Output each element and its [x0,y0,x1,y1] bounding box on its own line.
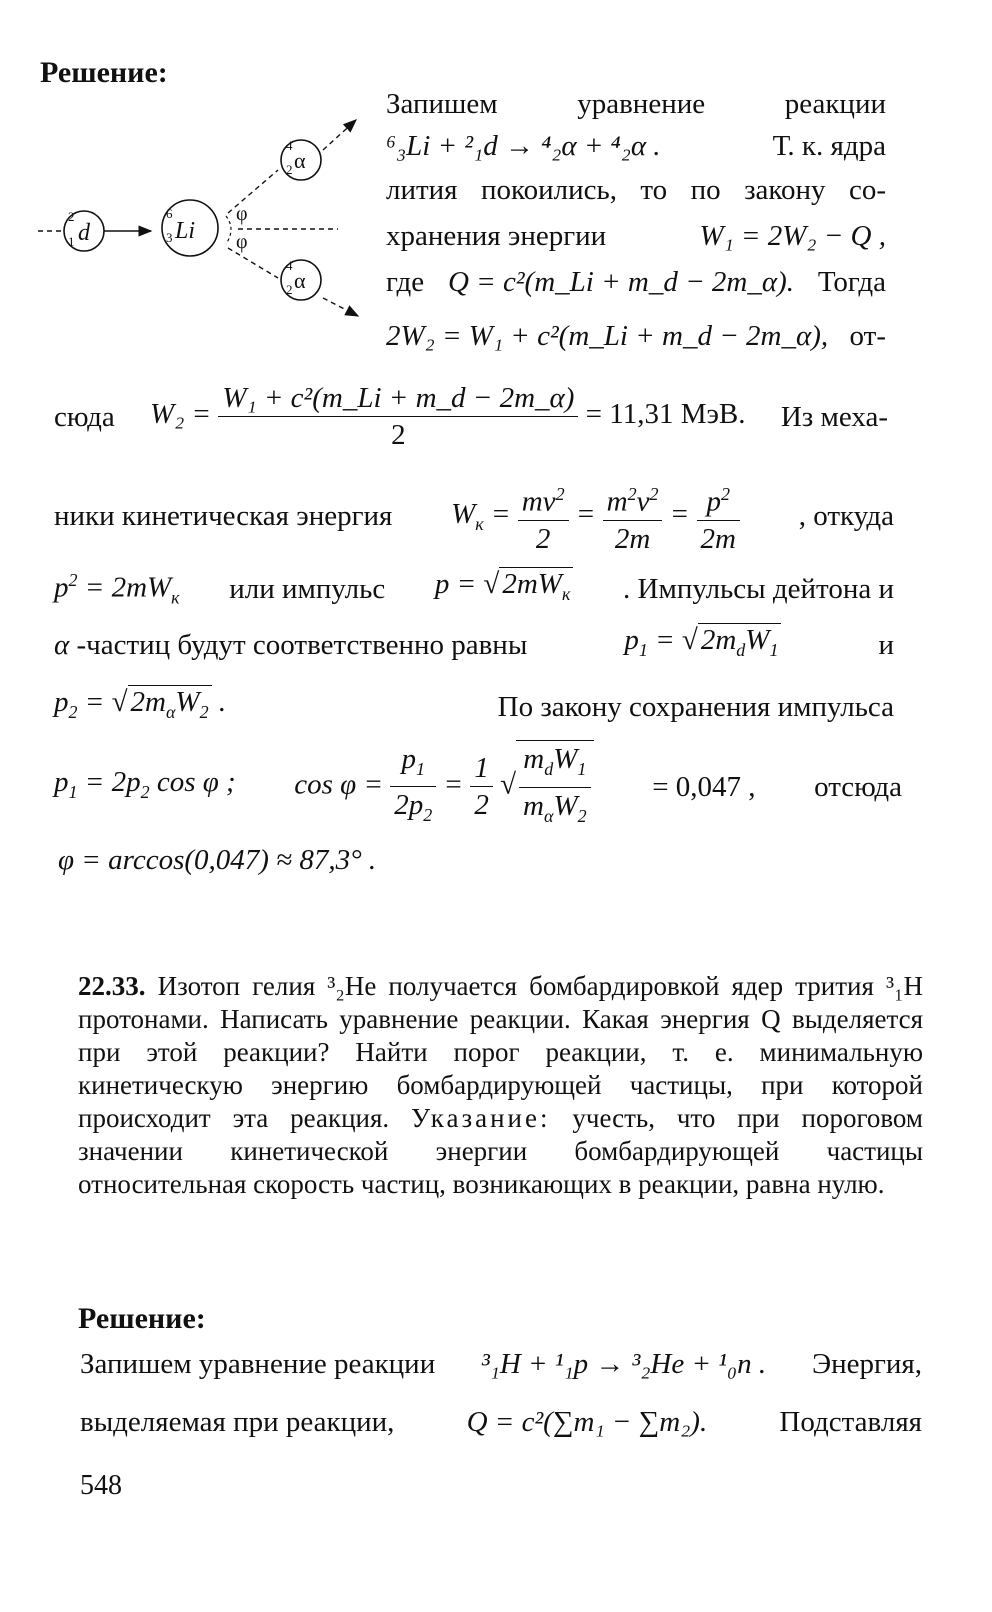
upper-out-arrow [323,120,356,150]
impulse-text: . Импульсы дейтона и [623,572,894,605]
lithium-charge-number: 3 [166,230,173,245]
alpha-impulse-line [54,622,894,668]
deuteron-charge-number: 1 [68,234,75,249]
angle-arc [226,216,231,244]
po-zakonu-text: По закону сохранения импульса [497,690,894,723]
problem-number: 22.33. [78,971,146,1001]
ot-text: от- [849,320,886,352]
q-line [386,264,886,300]
iz-meha-text: Из меха- [780,400,888,433]
energy-equation: W₁ = 2W₂ − Q , [699,220,886,252]
reaction-2-equation: ³₁H + ¹₁p → ³₂He + ¹₀n . [481,1348,767,1380]
q2-label: выделяемая при реакции, [80,1406,395,1438]
reaction-2-label: Запишем уравнение реакции [80,1348,436,1380]
w2-numerator: W₁ + c²(m_Li + m_d − 2m_α) [218,380,578,417]
alpha-symbol: α [54,628,70,661]
cos-line [54,740,902,834]
momentum-conservation-line [54,684,894,730]
kinetic-energy-line [54,476,894,557]
q2-line [80,1404,922,1440]
substituting-text: Подставляя [779,1406,922,1438]
intro-line-1: Запишем уравнение реакции [386,88,886,120]
and-text: и [878,628,894,661]
w2-result-line [54,380,888,453]
p1-formula: $p_1$ = √ $2m_dW_1$ [624,622,781,668]
w2-fraction [218,380,578,453]
hint-text: учесть, что при пороговом значении кинетической энергии бомбардирующей частицы относительная скорость частиц, возникающих в реакции, равна нулю. [78,1103,923,1199]
p2-formula: $p_2$ = √ $2m_\alpha W_2$ . [54,686,227,722]
hint-label: Указание: [411,1103,551,1133]
w2-value: = 11,31 МэВ. [585,398,746,431]
energy-label: хранения энергии [386,220,607,252]
w2-line [386,318,886,354]
kinetic-formula: $W_к$ = $\frac{mv^2}{2}$ = $\frac{m^2v^2}{2m}$ = $\frac{p^2}{2m}$ [451,476,740,557]
reaction-2-line [80,1346,922,1382]
tk-text: Т. к. ядра [772,130,886,162]
niki-text: ники кинетическая энергия [54,500,393,533]
problem-22-33 [78,970,923,1201]
solution-heading: Решение: [40,56,168,89]
lower-out-arrow [323,298,358,316]
syuda-text: сюда [54,400,115,433]
otkuda-text: , откуда [798,500,894,533]
alpha-lower-mass-number: 4 [286,258,293,273]
intro-line-2: лития покоились, то по закону со- [386,174,886,206]
p-formula: p = √ $2mW_к$ [435,566,574,612]
alpha-text: -частиц будут соответственно равны [76,628,528,661]
reaction-diagram [38,108,368,328]
phi-result: φ = arccos(0,047) ≈ 87,3° . [58,844,377,876]
problem-text: Изотоп гелия ³₂He получается бомбардировкой ядер трития ³₁H протонами. Написать уравнение реакции. Какая энергия Q выделяется при этой реакции? Найти порог реакции, т. е. минимальную кинетическую энергию бомбардирующей частицы, при которой происходит эта реакция. [78,971,924,1133]
q2-equation: Q = c²(∑m₁ − ∑m₂). [466,1406,708,1438]
reaction-equation: ⁶₃Li + ²₁d → ⁴₂α + ⁴₂α . [386,130,661,162]
w2-equation: 2W₂ = W₁ + c²(m_Li + m_d − 2m_α), [386,320,829,352]
impulse-label: или импульс [229,572,386,605]
reaction-line [386,128,886,164]
solution-heading-2: Решение: [78,1302,206,1335]
w2-symbol: W₂ = [150,398,212,431]
page-number: 548 [80,1470,122,1501]
lithium-symbol: Li [175,218,196,244]
cos-formula: cos φ = $\frac{p_1}{2p_2}$ = $\frac{1}{2}$ √ $\frac{m_dW_1}{m_\alpha W_2}$ [294,740,593,834]
where-label: где [386,266,425,298]
togda-text: Тогда [817,266,886,298]
otsyuda-text: отсюда [814,770,902,803]
cos-value: = 0,047 , [652,770,756,803]
q-equation: Q = c²(m_Li + m_d − 2m_α). [447,266,794,298]
lithium-mass-number: 6 [166,206,173,221]
deuteron-symbol: d [78,220,90,246]
alpha-lower-charge-number: 2 [286,282,293,297]
alpha-lower-symbol: α [294,268,306,293]
energy-word: Энергия, [811,1348,922,1380]
alpha-upper-mass-number: 4 [286,138,293,153]
angle-label-upper: φ [236,203,248,225]
alpha-upper-symbol: α [294,148,306,173]
alpha-upper-charge-number: 2 [286,162,293,177]
w2-denominator: 2 [391,419,406,451]
p-squared-formula: $p^2 = 2mW_к$ [54,570,180,608]
impulse-line [54,562,894,615]
angle-label-lower: φ [236,231,248,253]
p1-cos-formula: $p_1 = 2p_2$ cos φ ; [54,765,236,802]
energy-conservation-line [386,218,886,254]
deuteron-mass-number: 2 [68,209,75,224]
